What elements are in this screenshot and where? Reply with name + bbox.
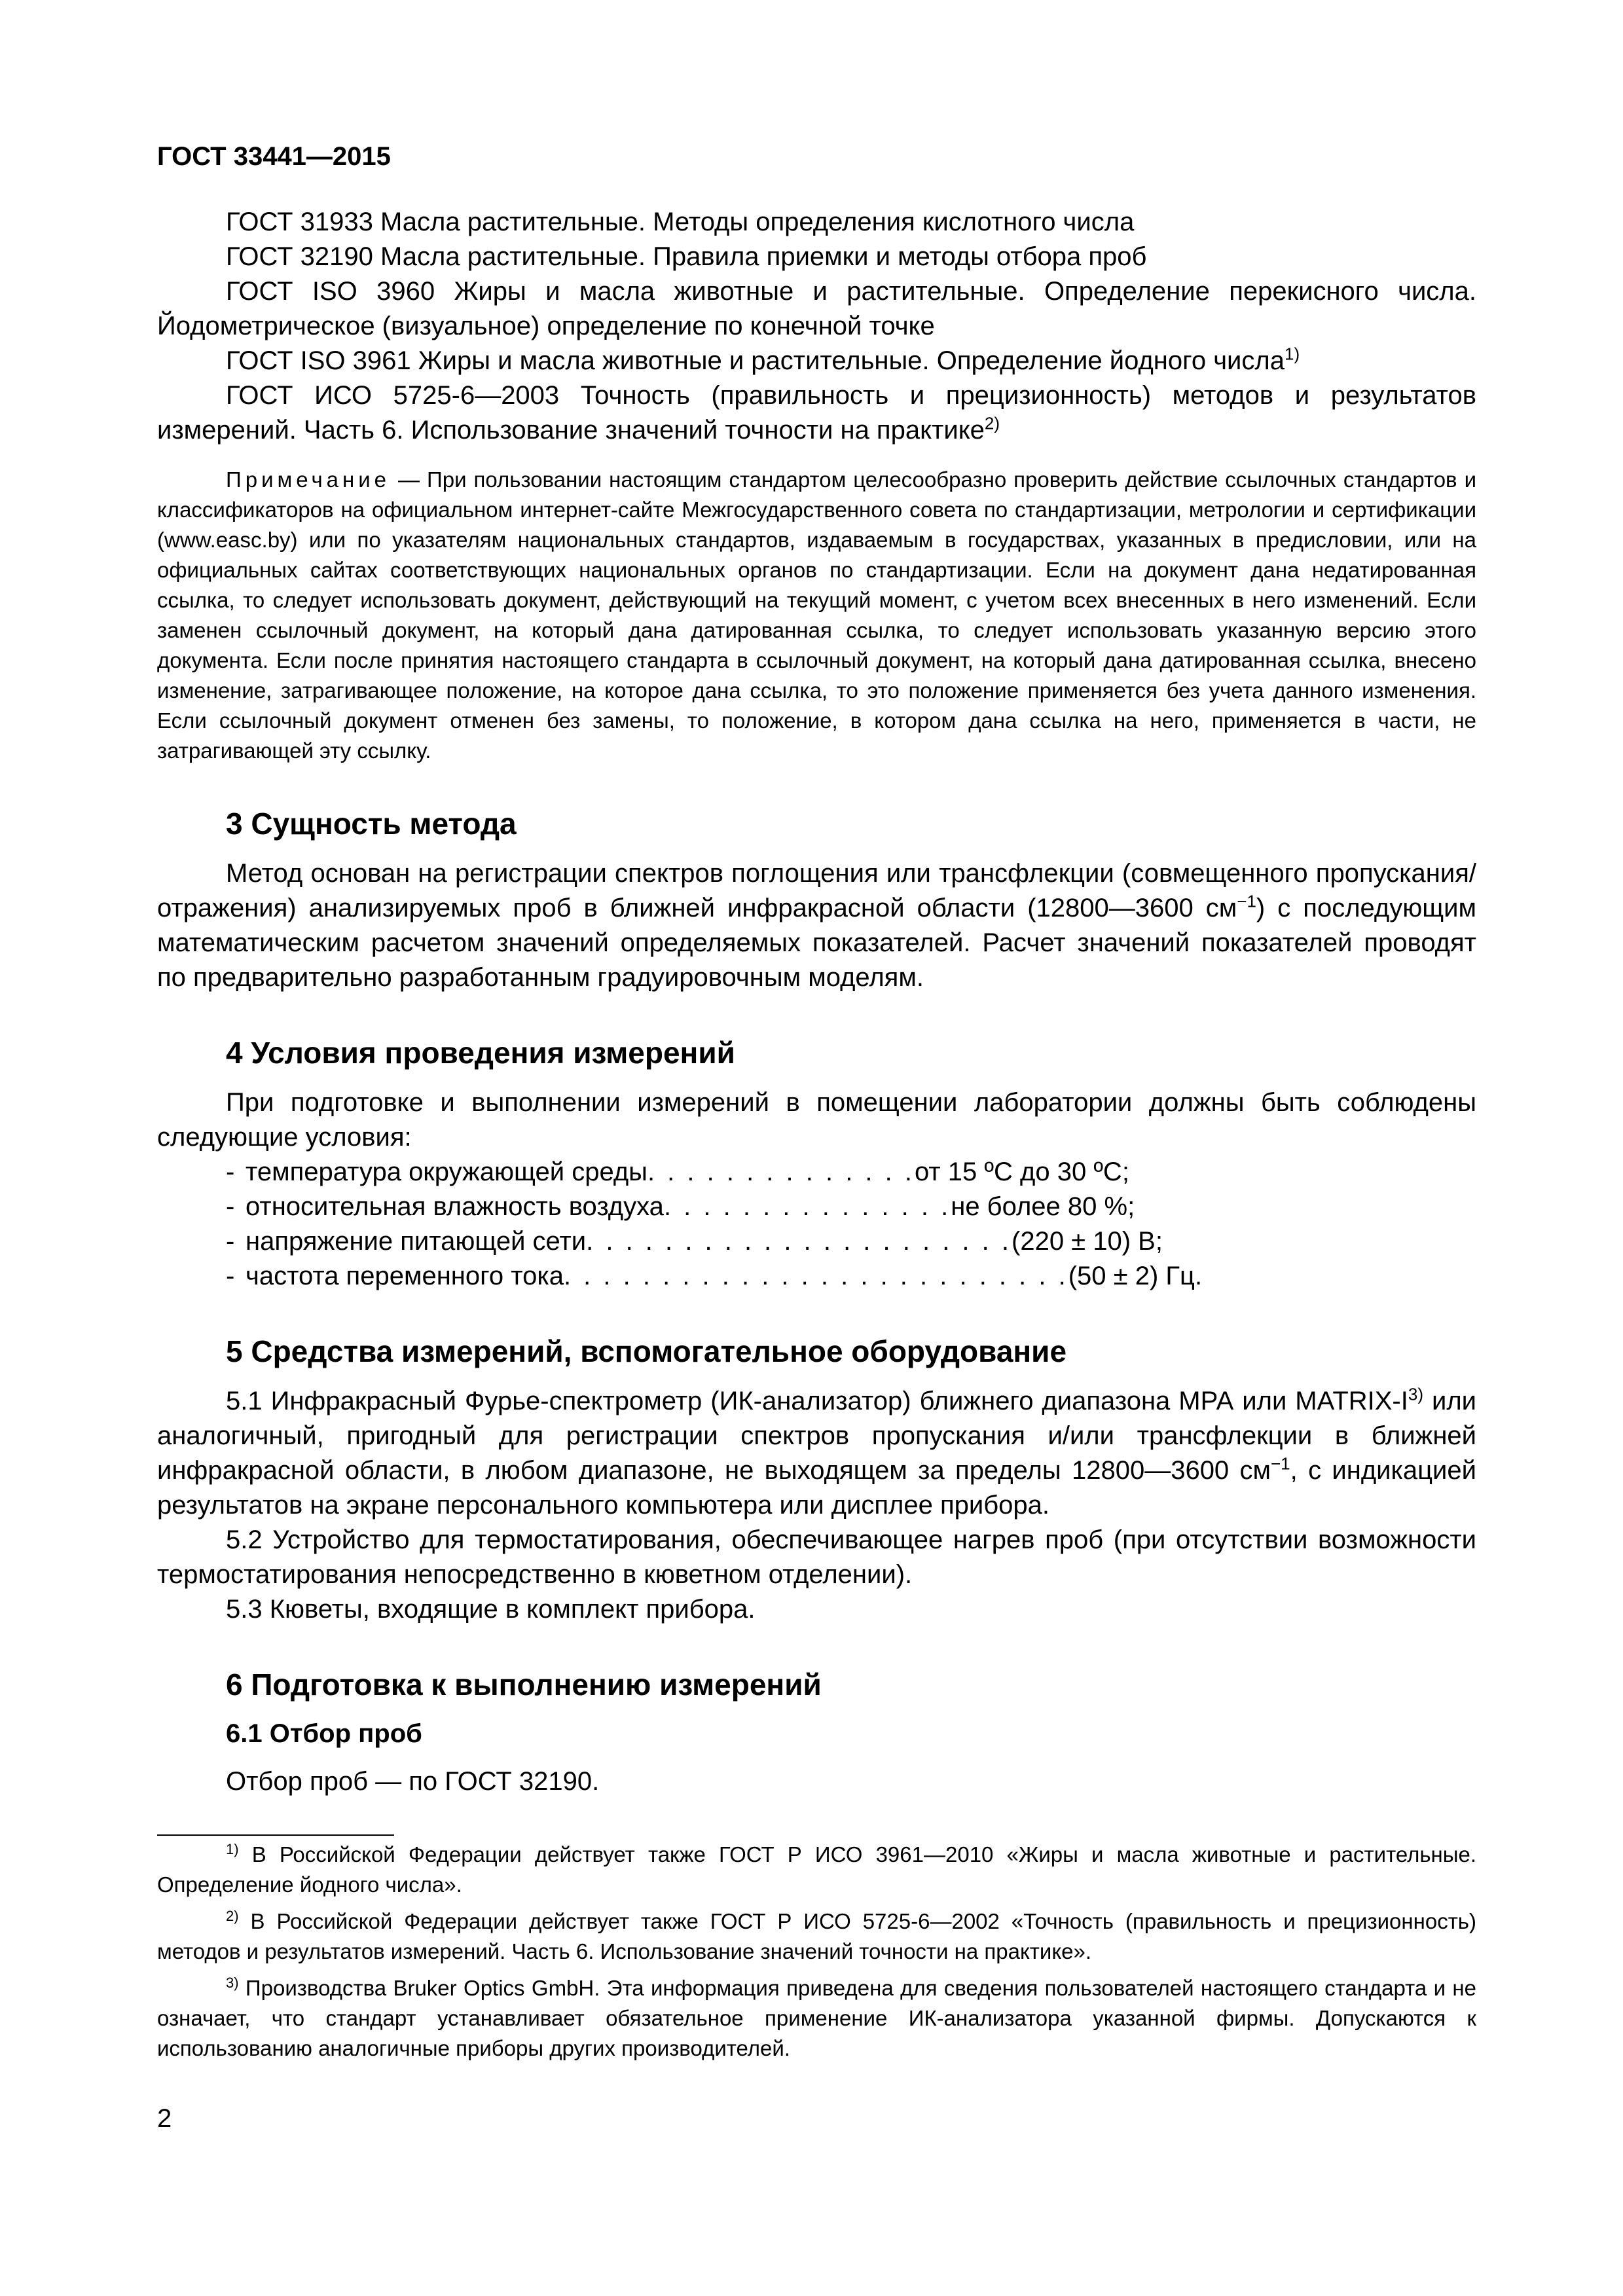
- section-5-3: 5.3 Кюветы, входящие в комплект прибора.: [226, 1595, 756, 1624]
- section-4-title: 4 Условия проведения измерений: [226, 1036, 735, 1070]
- section-4-intro: При подготовке и выполнении измерений в помещении лаборатории должны быть соблюдены следующие условия:: [157, 1088, 1476, 1152]
- note-paragraph: [157, 465, 1476, 766]
- footnote: $^{2)}$ В Российской Федерации действует также ГОСТ Р ИСО 5725-6—2002 «Точность (правильность и прецизионность) методов и результатов измерений. Часть 6. Использование значений точности на практике».: [157, 1908, 1476, 1963]
- ref-item: ГОСТ 31933 Масла растительные. Методы определения кислотного числа: [226, 208, 1135, 236]
- ref-item: ГОСТ ISO 3960 Жиры и масла животные и растительные. Определение перекисного числа. Йодометрическое (визуальное) определение по конечной точке: [157, 277, 1476, 340]
- footnote: $^{1)}$ В Российской Федерации действует также ГОСТ Р ИСО 3961—2010 «Жиры и масла животные и растительные. Определение йодного числа».: [157, 1841, 1476, 1897]
- section-5-title: 5 Средства измерений, вспомогательное оборудование: [226, 1334, 1067, 1368]
- section-3-paragraph: Метод основан на регистрации спектров поглощения или трансфлекции (совмещенного пропускания/отражения) анализируемых проб в ближней инфракрасной области (12800—3600 $см^{-1}$) с последующим математическим расчетом значений определяемых показателей. Расчет значений показателей проводят по предварительно разработанным градуировочным моделям.: [157, 859, 1476, 992]
- ref-item: ГОСТ ИСО 5725-6—2003 Точность (правильность и прецизионность) методов и результатов измерений. Часть 6. Использование значений точности на практике$^{2)}$: [157, 381, 1476, 445]
- condition-item: - температура окружающей среды . . . . . . . . . . . . . . от 15 ºС до 30 ºС;: [226, 1157, 1129, 1186]
- conditions-list: [157, 1155, 1476, 1294]
- footnotes: [157, 1840, 1476, 2064]
- section-5-2: 5.2 Устройство для термостатирования, обеспечивающее нагрев проб (при отсутствии возможности термостатирования непосредственно в кюветном отделении).: [157, 1525, 1476, 1589]
- condition-item: - частота переменного тока . . . . . . . . . . . . . . . . . . . . . . . . . . (50 ± 2) Гц.: [226, 1262, 1203, 1290]
- section-5-1: 5.1 Инфракрасный Фурье-спектрометр (ИК-анализатор) ближнего диапазона МРА или MATRIX-$I^{3)}$ или аналогичный, пригодный для регистрации спектров пропускания и/или трансфлекции в ближней инфракрасной области, в любом диапазоне, не выходящем за пределы 12800—3600 $см^{-1}$, с индикацией результатов на экране персонального компьютера или дисплее прибора.: [157, 1384, 1476, 1520]
- document-page: [157, 141, 1476, 2064]
- condition-item: - напряжение питающей сети . . . . . . . . . . . . . . . . . . . . . . (220 ± 10) В;: [226, 1227, 1163, 1256]
- document-header: ГОСТ 33441—2015: [157, 142, 391, 171]
- normative-references: [157, 205, 1476, 448]
- footnote-ref: 3): [1408, 1384, 1423, 1404]
- ref-item: ГОСТ ISO 3961 Жиры и масла животные и растительные. Определение йодного числа$^{1)}$: [226, 344, 1300, 375]
- section-6-title: 6 Подготовка к выполнению измерений: [226, 1667, 822, 1702]
- note-label: Примечание: [226, 467, 391, 492]
- note-text: — При пользовании настоящим стандартом целесообразно проверить действие ссылочных стандартов и классификаторов на официальном интернет-сайте Межгосударственного совета по стандартизации, метрологии и сертификации (www.easc.by) или по указателям национальных стандартов, издаваемым в государствах, указанных в предисловии, или на официальных сайтах соответствующих национальных органов по стандартизации. Если на документ дана недатированная ссылка, то следует использовать документ, действующий на текущий момент, с учетом всех внесенных в него изменений. Если заменен ссылочный документ, на который дана датированная ссылка, то следует использовать указанную версию этого документа. Если после принятия настоящего стандарта в ссылочный документ, на который дана датированная ссылка, внесено изменение, затрагивающее положение, на которое дана ссылка, то это положение применяется без учета данного изменения. Если ссылочный документ отменен без замены, то положение, в котором дана ссылка на него, применяется в части, не затрагивающей эту ссылку.: [157, 467, 1476, 763]
- page-number: 2: [157, 2104, 172, 2133]
- section-6-1-paragraph: Отбор проб — по ГОСТ 32190.: [226, 1767, 600, 1796]
- ref-item: ГОСТ 32190 Масла растительные. Правила приемки и методы отбора проб: [226, 242, 1147, 271]
- footnote-ref: 2): [984, 413, 1000, 433]
- section-6-1-title: 6.1 Отбор проб: [226, 1719, 422, 1748]
- footnote: $^{3)}$ Производства Bruker Optics GmbH. Эта информация приведена для сведения пользователей настоящего стандарта и не означает, что стандарт устанавливает обязательное применение ИК-анализатора указанной фирмы. Допускаются к использованию аналогичные приборы других производителей.: [157, 1975, 1476, 2060]
- footnote-ref: 1): [1284, 344, 1300, 364]
- condition-item: - относительная влажность воздуха . . . . . . . . . . . . . . . не более 80 %;: [226, 1192, 1135, 1221]
- section-3-title: 3 Сущность метода: [226, 807, 517, 841]
